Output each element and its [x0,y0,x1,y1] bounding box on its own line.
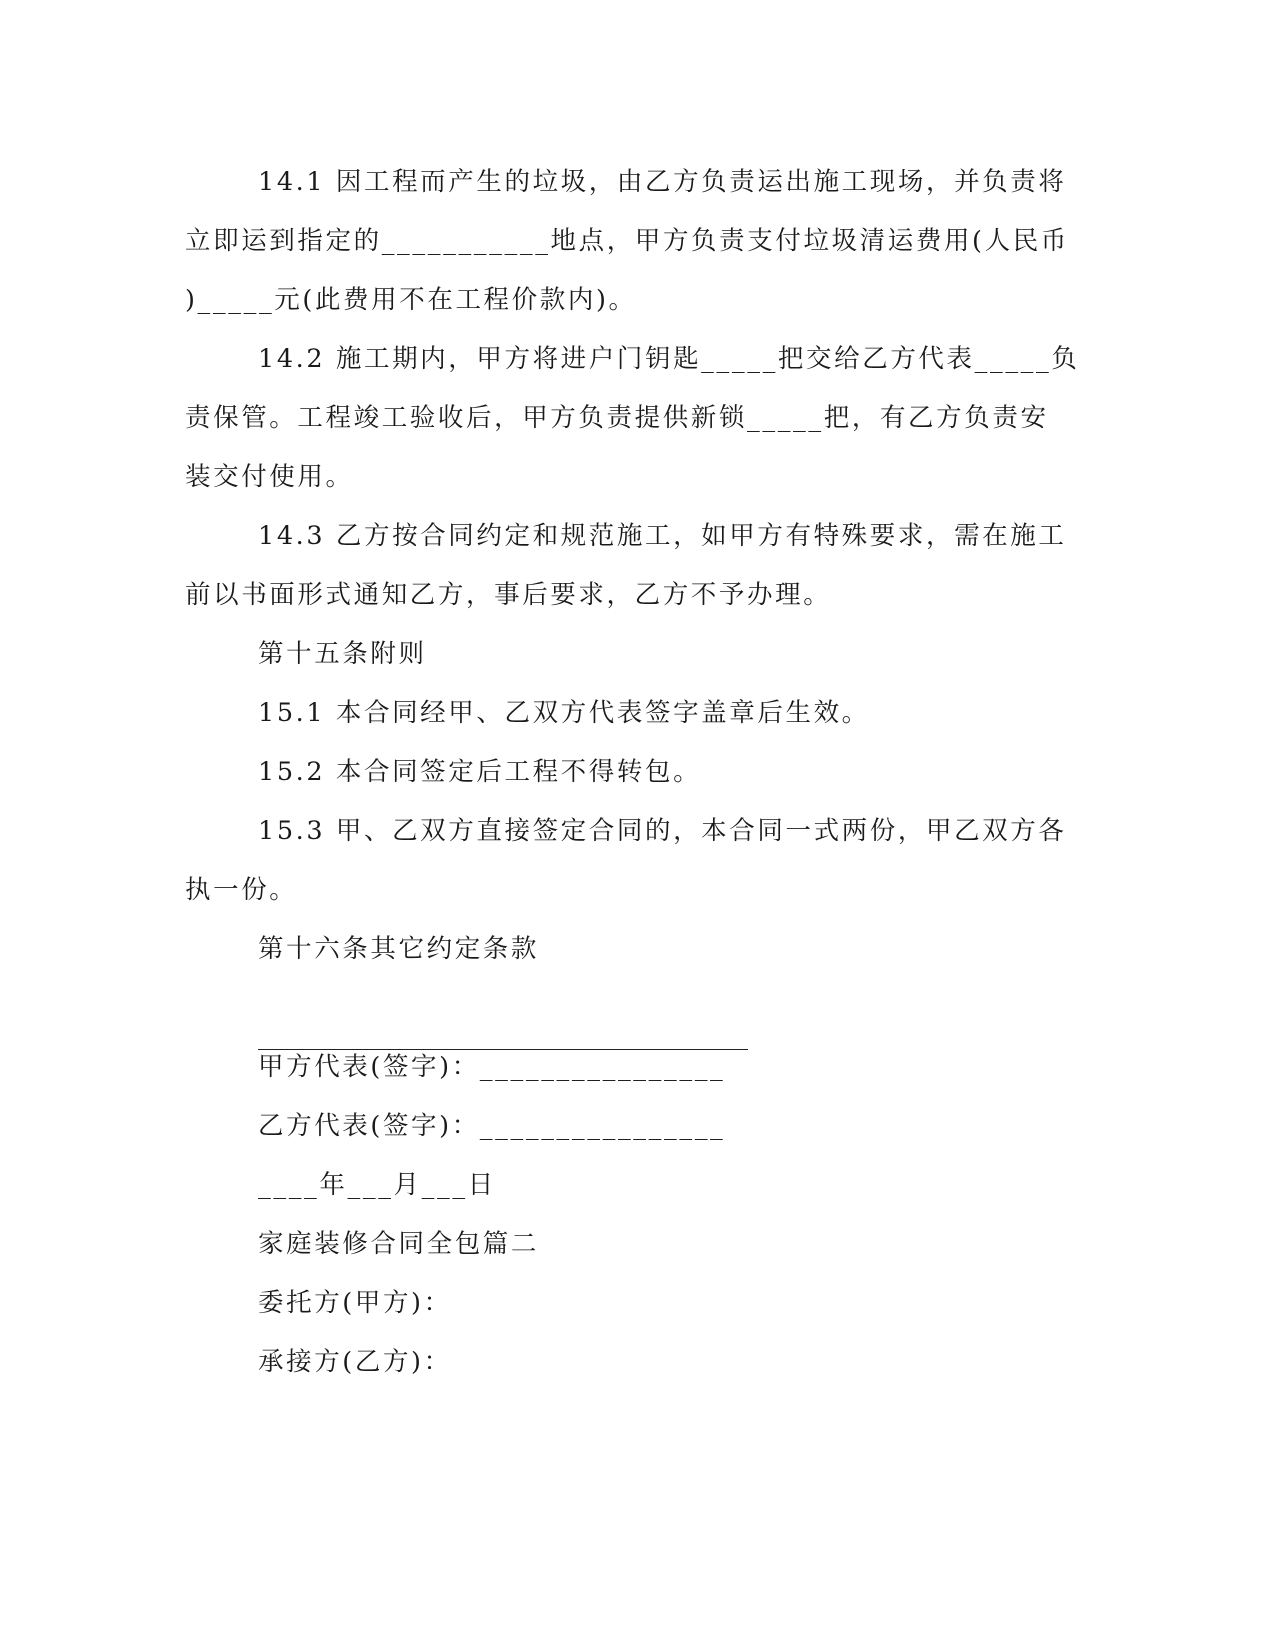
clause-14-1-line-3: )_____元(此费用不在工程价款内)。 [185,285,637,315]
clause-15-3-line-1: 15.3 甲、乙双方直接签定合同的，本合同一式两份，甲乙双方各 [258,816,1067,846]
clause-14-2-line-1: 14.2 施工期内，甲方将进户门钥匙_____把交给乙方代表_____负 [258,344,1080,374]
clause-14-2-line-3: 装交付使用。 [185,462,354,492]
clause-14-2-line-2: 责保管。工程竣工验收后，甲方负责提供新锁_____把，有乙方负责安 [185,403,1049,433]
clause-15-1: 15.1 本合同经甲、乙双方代表签字盖章后生效。 [258,698,870,728]
clause-15-3-line-2: 执一份。 [185,875,298,905]
clause-14-3-line-2: 前以书面形式通知乙方，事后要求，乙方不予办理。 [185,580,832,610]
contractor-party-b: 承接方(乙方)： [258,1347,452,1377]
clause-14-1-line-1: 14.1 因工程而产生的垃圾，由乙方负责运出施工现场，并负责将 [258,167,1067,197]
party-b-signature: 乙方代表(签字)：________________ [258,1111,726,1141]
article-16-heading: 第十六条其它约定条款 [258,934,540,964]
article-15-heading: 第十五条附则 [258,639,427,669]
clause-15-2: 15.2 本合同签定后工程不得转包。 [258,757,702,787]
clause-14-3-line-1: 14.3 乙方按合同约定和规范施工，如甲方有特殊要求，需在施工 [258,521,1067,551]
signature-date: ____年___月___日 [258,1170,496,1200]
section-title-part-two: 家庭装修合同全包篇二 [258,1229,540,1259]
clause-14-1-line-2: 立即运到指定的___________地点，甲方负责支付垃圾清运费用(人民币 [185,226,1069,256]
party-a-signature: 甲方代表(签字)：________________ [258,1052,726,1082]
principal-party-a: 委托方(甲方)： [258,1288,452,1318]
